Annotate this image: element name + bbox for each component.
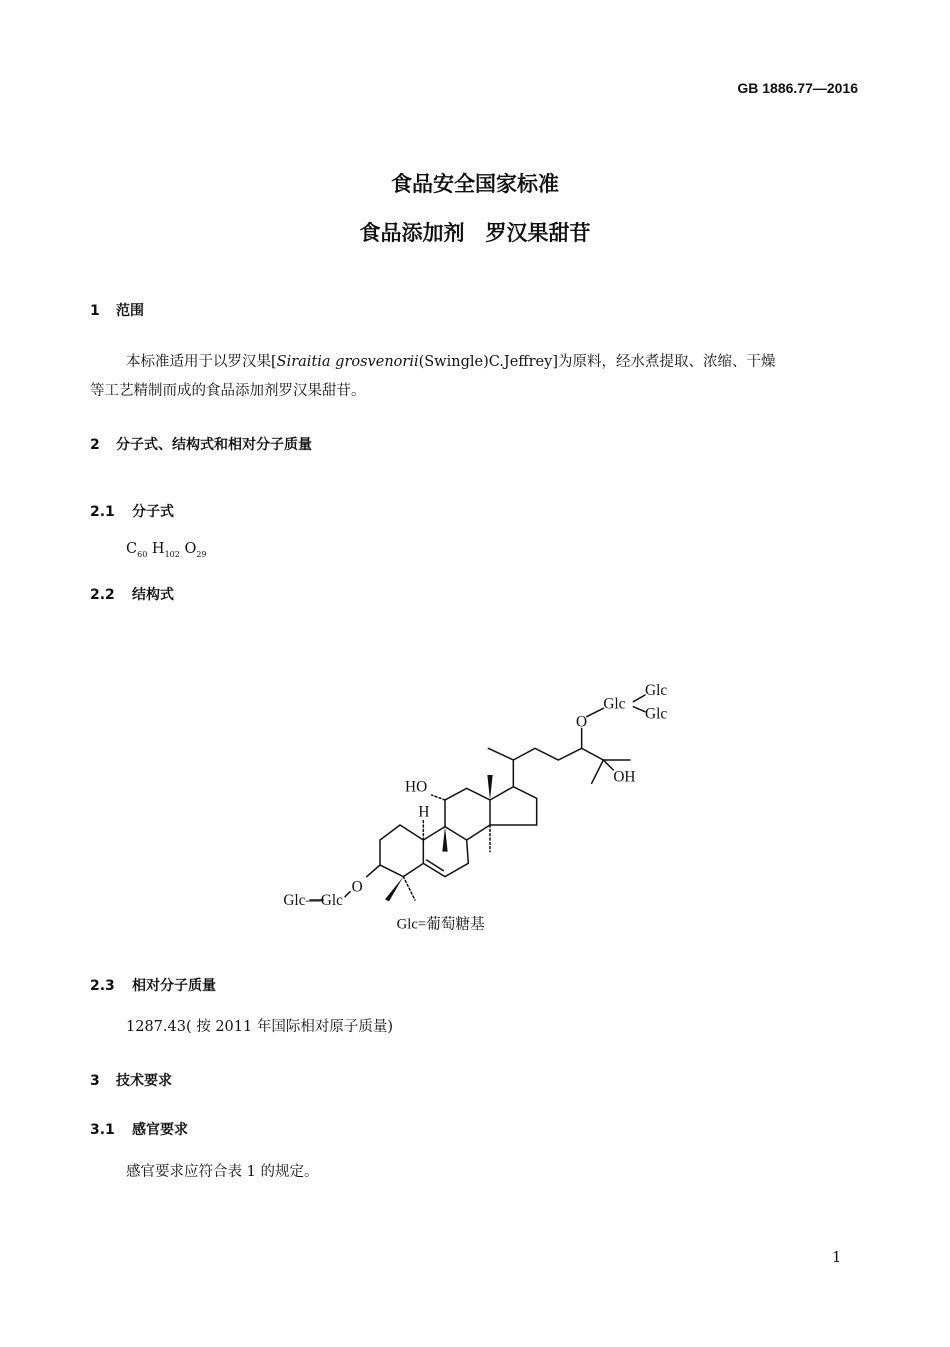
svg-text:Glc: Glc xyxy=(645,705,668,723)
svg-text:Glc: Glc xyxy=(645,682,668,699)
sensory-requirement-text: 感官要求应符合表 1 的规定。 xyxy=(126,1164,319,1180)
standard-number: GB 1886.77—2016 xyxy=(737,80,858,96)
heading-2: 2 分子式、结构式和相对分子质量 xyxy=(90,437,312,453)
svg-text:Glc—Glc: Glc—Glc xyxy=(283,892,343,909)
scope-paragraph-line1: 本标准适用于以罗汉果[Siraitia grosvenorii(Swingle)C.Jeffrey]为原料，经水煮提取、浓缩、干燥 xyxy=(126,354,776,370)
molecular-weight: 1287.43( 按 2011 年国际相对原子质量) xyxy=(126,1019,394,1035)
svg-text:Glc: Glc xyxy=(603,695,626,713)
document-title: 食品安全国家标准 xyxy=(391,172,559,196)
heading-2-3: 2.3 相对分子质量 xyxy=(90,978,216,994)
svg-text:HO: HO xyxy=(405,778,428,796)
heading-2-1: 2.1 分子式 xyxy=(90,504,174,520)
heading-3-1: 3.1 感官要求 xyxy=(90,1122,188,1138)
scope-paragraph-line2: 等工艺精制而成的食品添加剂罗汉果甜苷。 xyxy=(90,383,366,399)
svg-text:Glc=葡萄糖基: Glc=葡萄糖基 xyxy=(396,916,485,933)
svg-text:OH: OH xyxy=(613,768,636,786)
svg-text:O: O xyxy=(576,713,588,731)
svg-text:H: H xyxy=(418,803,430,821)
molecular-formula: $C_{60}$ $H_{102}$ $O_{29}$ xyxy=(126,541,207,559)
structural-formula xyxy=(270,670,690,940)
heading-1: 1 范围 xyxy=(90,303,144,319)
page-number: 1 xyxy=(832,1250,842,1266)
svg-text:O: O xyxy=(351,878,363,896)
document-subtitle: 食品添加剂 罗汉果甜苷 xyxy=(359,221,591,245)
heading-3: 3 技术要求 xyxy=(90,1073,172,1089)
heading-2-2: 2.2 结构式 xyxy=(90,587,174,603)
